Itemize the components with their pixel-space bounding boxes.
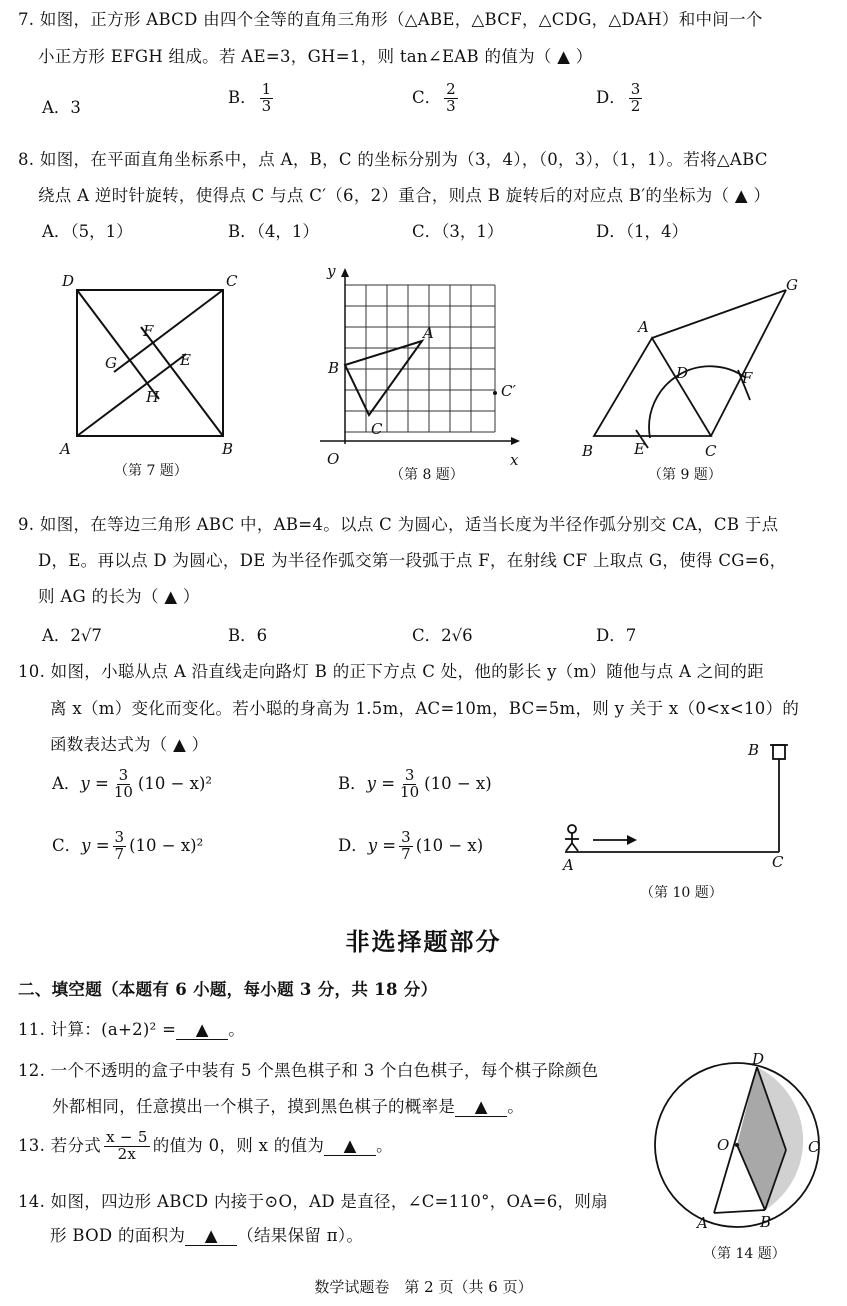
q12-line1: 12. 一个不透明的盒子中装有 5 个黑色棋子和 3 个白色棋子，每个棋子除颜色 xyxy=(18,1061,599,1080)
svg-text:A: A xyxy=(697,1214,708,1232)
svg-text:C: C xyxy=(226,272,238,290)
svg-text:C: C xyxy=(772,853,784,871)
q8-option-c: C．（3，1） xyxy=(412,222,504,241)
q7-option-b: B． $\frac{1}{3}$ xyxy=(228,80,272,115)
figure-8-caption: （第 8 题） xyxy=(390,467,464,483)
svg-text:F: F xyxy=(143,322,154,340)
q9-line3: 则 AG 的长为（ ▲ ） xyxy=(38,587,200,606)
svg-text:D: D xyxy=(676,364,689,382)
svg-text:x: x xyxy=(510,451,519,469)
svg-text:F: F xyxy=(742,369,753,387)
q14-line1: 14. 如图，四边形 ABCD 内接于⊙O，AD 是直径，∠C=110°，OA=6，则扇 xyxy=(18,1192,608,1211)
q10-option-c: C．y = $\frac{3}{7}$ (10 − x)² xyxy=(52,828,204,863)
svg-text:y: y xyxy=(327,262,336,280)
svg-text:A: A xyxy=(563,856,574,874)
q12-line2: 外都相同，任意摸出一个棋子，摸到黑色棋子的概率是 ▲ 。 xyxy=(52,1097,525,1116)
figure-8-grid-diagram xyxy=(315,260,530,475)
figure-14-circle-diagram xyxy=(650,1050,840,1235)
section-title: 非选择题部分 xyxy=(345,927,502,956)
svg-text:B: B xyxy=(748,741,760,759)
svg-text:C: C xyxy=(808,1138,820,1156)
svg-text:C: C xyxy=(371,420,383,438)
q9-option-b: B．6 xyxy=(228,626,268,645)
svg-text:A: A xyxy=(423,324,434,342)
svg-text:C: C xyxy=(705,442,717,460)
svg-text:A: A xyxy=(638,318,649,336)
q10-option-d: D．y = $\frac{3}{7}$ (10 − x) xyxy=(338,828,484,863)
q8-option-d: D．（1，4） xyxy=(596,222,688,241)
page-footer: 数学试题卷 第 2 页（共 6 页） xyxy=(314,1278,533,1296)
part2-header: 二、填空题（本题有 6 小题，每小题 3 分，共 18 分） xyxy=(18,980,438,999)
svg-text:G: G xyxy=(786,276,798,294)
q7-line2: 小正方形 EFGH 组成。若 AE=3，GH=1，则 tan∠EAB 的值为（ ▲ ） xyxy=(38,47,593,66)
q7-option-c: C． $\frac{2}{3}$ xyxy=(412,80,456,115)
q10-line2: 离 x（m）变化而变化。若小聪的身高为 1.5m，AC=10m，BC=5m，则 y 关于 x（0<x<10）的 xyxy=(50,699,800,718)
q9-option-c: C．2√6 xyxy=(412,626,473,645)
q14-line2: 形 BOD 的面积为 ▲ （结果保留 π）。 xyxy=(50,1226,364,1245)
svg-text:B: B xyxy=(222,440,234,458)
svg-text:G: G xyxy=(105,354,117,372)
q8-option-b: B．（4，1） xyxy=(228,222,319,241)
svg-text:D: D xyxy=(62,272,75,290)
q10-option-a: A．y = $\frac{3}{10}$ (10 − x)² xyxy=(52,766,213,801)
q10-line1: 10. 如图，小聪从点 A 沿直线走向路灯 B 的正下方点 C 处，他的影长 y（m）随他与点 A 之间的距 xyxy=(18,662,764,681)
q10-option-b: B．y = $\frac{3}{10}$ (10 − x) xyxy=(338,766,492,801)
q9-line1: 9. 如图，在等边三角形 ABC 中，AB=4。以点 C 为圆心，适当长度为半径作弧分别交 CA，CB 于点 xyxy=(18,515,779,534)
figure-14-caption: （第 14 题） xyxy=(703,1246,786,1262)
figure-10-caption: （第 10 题） xyxy=(640,885,723,901)
figure-9-triangle-construction xyxy=(578,270,808,465)
svg-text:B: B xyxy=(760,1213,772,1231)
svg-text:H: H xyxy=(146,388,160,406)
figure-7-square-diagram xyxy=(50,268,250,468)
svg-text:O: O xyxy=(717,1136,730,1154)
q7-line1: 7. 如图，正方形 ABCD 由四个全等的直角三角形（△ABE，△BCF，△CDG，△DAH）和中间一个 xyxy=(18,10,763,29)
svg-text:E: E xyxy=(180,351,191,369)
q8-option-a: A．（5，1） xyxy=(42,222,133,241)
q9-option-a: A．2√7 xyxy=(42,626,102,645)
q8-line1: 8. 如图，在平面直角坐标系中，点 A，B，C 的坐标分别为（3，4），（0，3），（1，1）。若将△ABC xyxy=(18,150,768,169)
q9-option-d: D．7 xyxy=(596,626,637,645)
q13: 13. 若分式 $\frac{x - 5}{2x}$ 的值为 0，则 x 的值为 ▲ 。 xyxy=(18,1128,393,1163)
q9-line2: D，E。再以点 D 为圆心，DE 为半径作弧交第一段弧于点 F，在射线 CF 上取点 G，使得 CG=6， xyxy=(38,551,787,570)
q7-option-a: A．3 xyxy=(42,98,81,117)
figure-9-caption: （第 9 题） xyxy=(648,467,722,483)
svg-text:B: B xyxy=(328,359,340,377)
q11: 11. 计算：(a+2)² = ▲ 。 xyxy=(18,1020,246,1039)
svg-text:D: D xyxy=(752,1050,765,1068)
svg-text:B: B xyxy=(582,442,594,460)
svg-text:C′: C′ xyxy=(501,382,516,400)
q10-line3: 函数表达式为（ ▲ ） xyxy=(50,735,209,754)
svg-text:O: O xyxy=(327,450,340,468)
figure-7-caption: （第 7 题） xyxy=(114,463,188,479)
figure-10-lamp-diagram xyxy=(555,735,805,875)
q7-option-d: D． $\frac{3}{2}$ xyxy=(596,80,641,115)
svg-text:E: E xyxy=(634,440,645,458)
q8-line2: 绕点 A 逆时针旋转，使得点 C 与点 C′（6，2）重合，则点 B 旋转后的对应点 B′的坐标为（ ▲ ） xyxy=(38,186,771,205)
svg-text:A: A xyxy=(60,440,71,458)
